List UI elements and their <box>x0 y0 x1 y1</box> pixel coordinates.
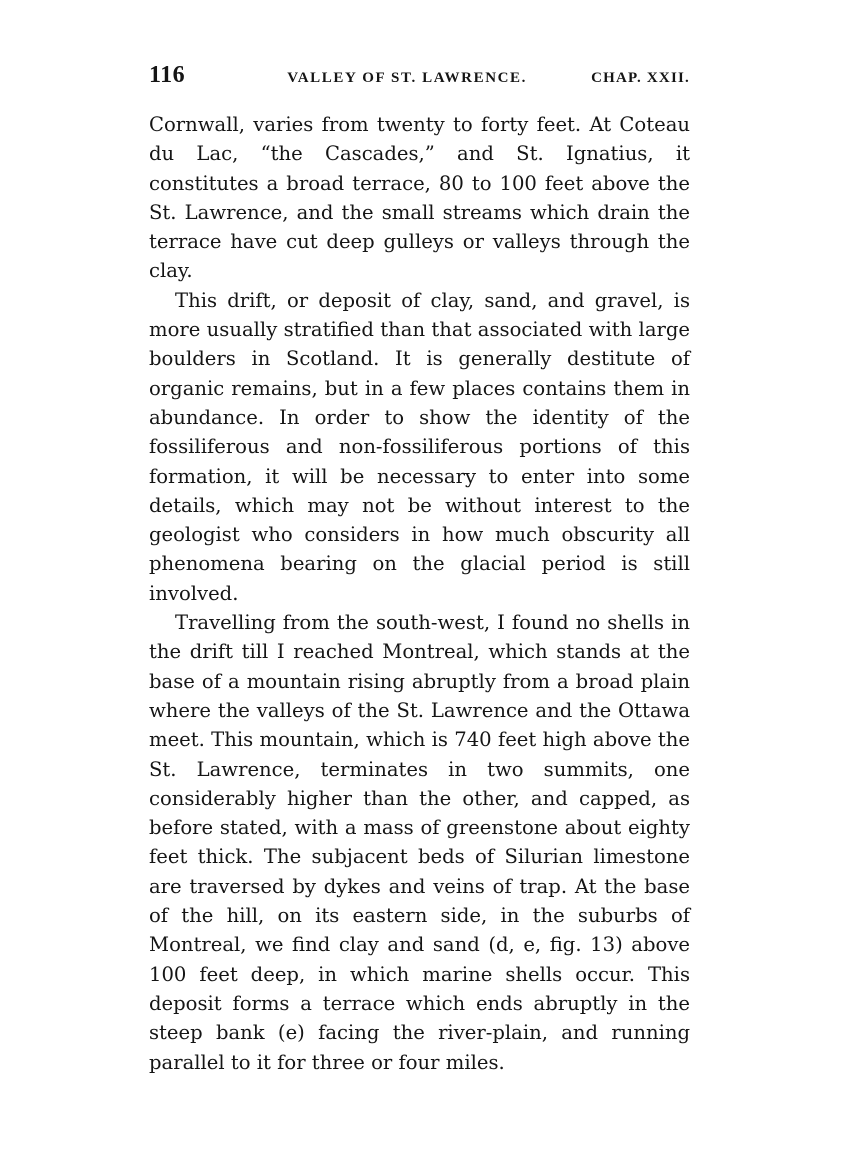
paragraph-2: This drift, or deposit of clay, sand, and gravel, is more usually stratified than that associated with large boulders in Scotland. It is generally destitute of organic remains, but in a few places contains them in abundance. In order to show the identity of the fossiliferous and non-fossiliferous portions of this formation, it will be necessary to enter into some details, which may not be without interest to the geologist who considers in how much obscurity all phenomena bearing on the glacial period is still involved. <box>149 288 690 605</box>
page-number: 116 <box>149 62 186 88</box>
running-head <box>149 62 690 110</box>
running-title: VALLEY OF ST. LAWRENCE. <box>287 70 528 86</box>
paragraph-1: Cornwall, varies from twenty to forty feet. At Coteau du Lac, “the Cascades,” and St. Ignatius, it constitutes a broad terrace, 80 to 100 feet above the St. Lawrence, and the small streams which drain the terrace have cut deep gulleys or valleys through the clay. <box>149 113 690 283</box>
book-page <box>149 62 690 1077</box>
chapter-label: CHAP. XXII. <box>591 70 690 86</box>
body-text <box>149 110 690 1077</box>
paragraph-3: Travelling from the south-west, I found no shells in the drift till I reached Montreal, which stands at the base of a mountain rising abruptly from a broad plain where the valleys of the St. Lawrence and the Ottawa meet. This mountain, which is 740 feet high above the St. Lawrence, terminates in two summits, one considerably higher than the other, and capped, as before stated, with a mass of greenstone about eighty feet thick. The subjacent beds of Silurian limestone are traversed by dykes and veins of trap. At the base of the hill, on its eastern side, in the suburbs of Montreal, we find clay and sand (d, e, fig. 13) above 100 feet deep, in which marine shells occur. This deposit forms a terrace which ends abruptly in the steep bank (e) facing the river-plain, and running parallel to it for three or four miles. <box>149 611 690 1074</box>
